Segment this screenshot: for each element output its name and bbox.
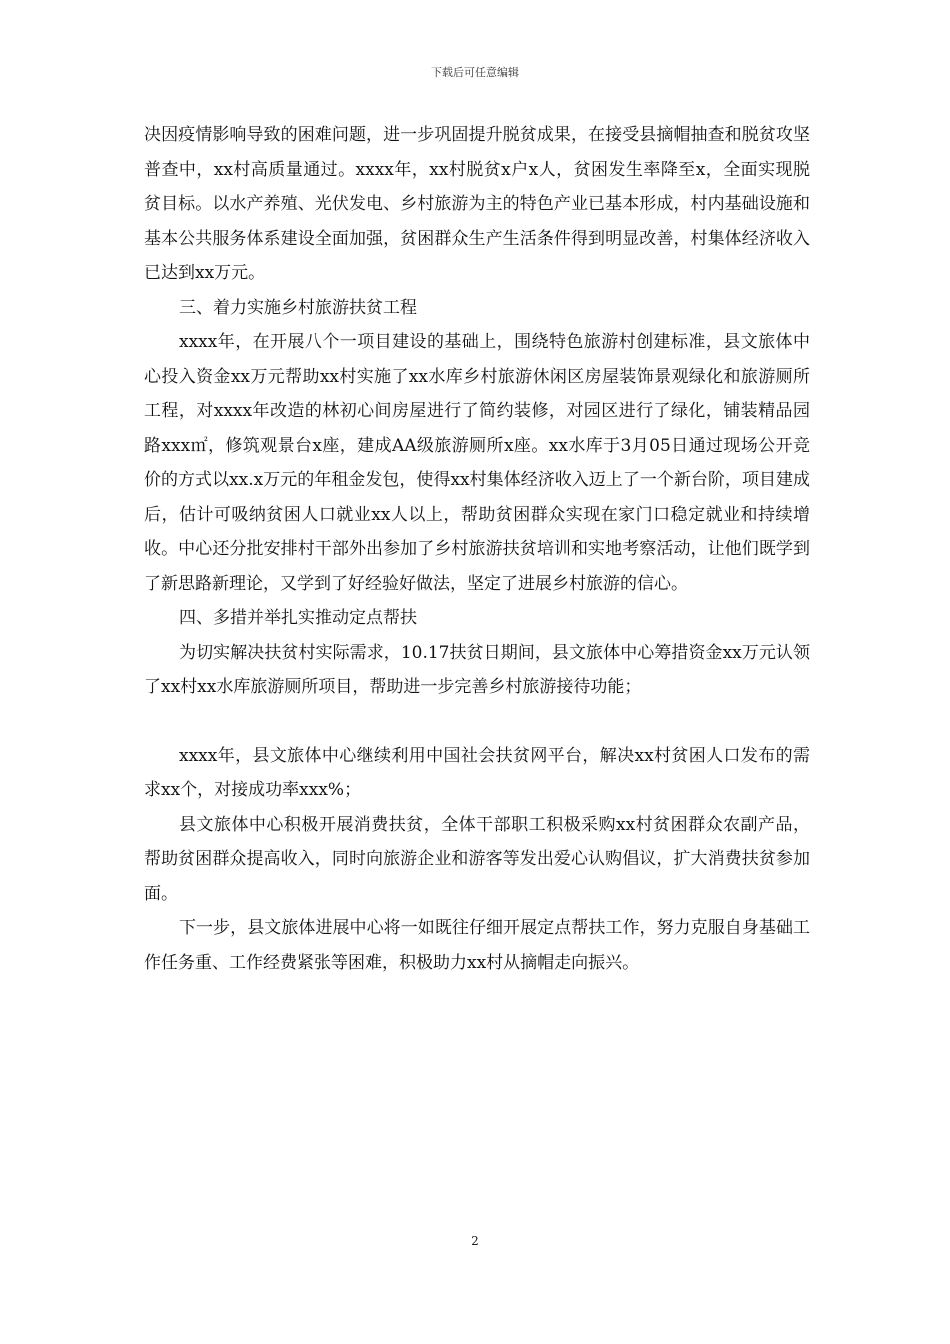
paragraph-tourism-project: xxxx年，在开展八个一项目建设的基础上，围绕特色旅游村创建标准，县文旅体中心投入资金xx万元帮助xx村实施了xx水库乡村旅游休闲区房屋装饰景观绿化和旅游厕所工程，对xxxx年改造的林初心间房屋进行了简约装修，对园区进行了绿化，铺装精品园路xxx㎡，修筑观景台x座，建成AA级旅游厕所x座。xx水库于3月05日通过现场公开竞价的方式以xx.x万元的年租金发包，使得xx村集体经济收入迈上了一个新台阶，项目建成后，估计可吸纳贫困人口就业xx人以上，帮助贫困群众实现在家门口稳定就业和持续增收。中心还分批安排村干部外出参加了乡村旅游扶贫培训和实地考察活动，让他们既学到了新思路新理论，又学到了好经验好做法，坚定了进展乡村旅游的信心。	[144, 332, 810, 594]
paragraph-gap	[144, 705, 810, 739]
section-heading-4: 四、多措并举扎实推动定点帮扶	[179, 608, 417, 628]
page-header: 下载后可任意编辑	[431, 66, 519, 79]
section-heading-3: 三、着力实施乡村旅游扶贫工程	[179, 297, 417, 318]
paragraph-next-steps: 下一步，县文旅体进展中心将一如既往仔细开展定点帮扶工作，努力克服自身基础工作任务重、工作经费紧张等困难，积极助力xx村从摘帽走向振兴。	[144, 918, 810, 973]
paragraph-poverty-day: 为切实解决扶贫村实际需求，10.17扶贫日期间，县文旅体中心筹措资金xx万元认领了xx村xx水库旅游厕所项目，帮助进一步完善乡村旅游接待功能；	[144, 642, 810, 697]
paragraph-poverty-results: 决因疫情影响导致的困难问题，进一步巩固提升脱贫成果，在接受县摘帽抽查和脱贫攻坚普查中，xx村高质量通过。xxxx年，xx村脱贫x户x人，贫困发生率降至x，全面实现脱贫目标。以水产养殖、光伏发电、乡村旅游为主的特色产业已基本形成，村内基础设施和基本公共服务体系建设全面加强，贫困群众生产生活条件得到明显改善，村集体经济收入已达到xx万元。	[144, 125, 810, 283]
document-body	[144, 118, 810, 980]
page-number: 2	[471, 1234, 479, 1248]
paragraph-consumption-aid: 县文旅体中心积极开展消费扶贫，全体干部职工积极采购xx村贫困群众农副产品，帮助贫困群众提高收入，同时向旅游企业和游客等发出爱心认购倡议，扩大消费扶贫参加面。	[144, 814, 810, 904]
paragraph-social-platform: xxxx年，县文旅体中心继续利用中国社会扶贫网平台，解决xx村贫困人口发布的需求xx个，对接成功率xxx%；	[144, 745, 810, 800]
